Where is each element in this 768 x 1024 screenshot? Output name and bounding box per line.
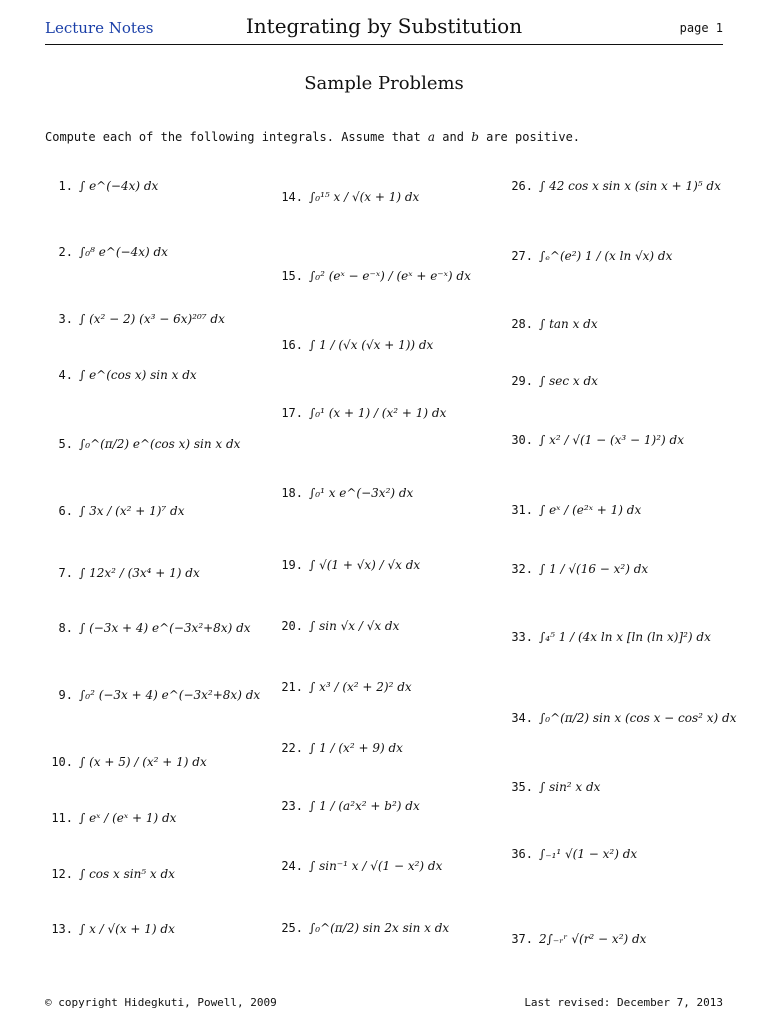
- problem-expression: ∫₀¹ x e^(−3x²) dx: [309, 486, 414, 500]
- section-title: Sample Problems: [304, 73, 464, 94]
- problem-expression: ∫ 12x² / (3x⁴ + 1) dx: [79, 566, 200, 580]
- revision-footer: Last revised: December 7, 2013: [524, 996, 723, 1009]
- problem-expression: ∫₄⁵ 1 / (4x ln x [ln (ln x)]²) dx: [539, 630, 711, 644]
- problem-expression: 2∫₋ᵣʳ √(r² − x²) dx: [539, 932, 647, 946]
- problem-expression: ∫₀^(π/2) sin 2x sin x dx: [309, 921, 450, 935]
- problem-expression: ∫ 1 / (√x (√x + 1)) dx: [309, 338, 434, 352]
- problem-expression: ∫ 1 / (a²x² + b²) dx: [309, 799, 420, 813]
- instructions-text-2: and: [435, 130, 472, 144]
- problem-number: 27.: [511, 249, 533, 263]
- problem-number: 21.: [281, 680, 303, 694]
- problem-number: 8.: [58, 621, 73, 635]
- problem-expression: ∫ 42 cos x sin x (sin x + 1)⁵ dx: [539, 179, 721, 193]
- problem-expression: ∫ sec x dx: [539, 374, 598, 388]
- problem-expression: ∫ x³ / (x² + 2)² dx: [309, 680, 412, 694]
- instructions-text-1: Compute each of the following integrals. Assume that: [45, 130, 428, 144]
- problem-number: 9.: [58, 688, 73, 702]
- problem-expression: ∫ 1 / √(16 − x²) dx: [539, 562, 649, 576]
- problem-expression: ∫ e^(cos x) sin x dx: [79, 368, 197, 382]
- problem-number: 33.: [511, 630, 533, 644]
- course-label: Lecture Notes: [45, 19, 154, 37]
- problem-number: 16.: [281, 338, 303, 352]
- problem-number: 7.: [58, 566, 73, 580]
- problem-number: 36.: [511, 847, 533, 861]
- problem-number: 3.: [58, 312, 73, 326]
- problem-number: 37.: [511, 932, 533, 946]
- problem-number: 2.: [58, 245, 73, 259]
- problem-number: 34.: [511, 711, 533, 725]
- problem-expression: ∫ (x² − 2) (x³ − 6x)²⁰⁷ dx: [79, 312, 225, 326]
- page-header: [45, 14, 723, 44]
- problem-number: 29.: [511, 374, 533, 388]
- problem-number: 20.: [281, 619, 303, 633]
- problem-number: 24.: [281, 859, 303, 873]
- problem-expression: ∫ (x + 5) / (x² + 1) dx: [79, 755, 207, 769]
- problem-expression: ∫ 3x / (x² + 1)⁷ dx: [79, 504, 185, 518]
- problem-number: 28.: [511, 317, 533, 331]
- problem-number: 22.: [281, 741, 303, 755]
- problem-expression: ∫ₑ^(e²) 1 / (x ln √x) dx: [539, 249, 673, 263]
- page-number: page 1: [679, 21, 723, 35]
- document-title: Integrating by Substitution: [245, 14, 523, 38]
- problem-number: 15.: [281, 269, 303, 283]
- problem-expression: ∫ 1 / (x² + 9) dx: [309, 741, 403, 755]
- problem-number: 10.: [51, 755, 73, 769]
- problem-expression: ∫₀¹ (x + 1) / (x² + 1) dx: [309, 406, 447, 420]
- problem-expression: ∫₀² (eˣ − e⁻ˣ) / (eˣ + e⁻ˣ) dx: [309, 269, 471, 283]
- problem-number: 12.: [51, 867, 73, 881]
- problem-expression: ∫ sin² x dx: [539, 780, 601, 794]
- problem-number: 23.: [281, 799, 303, 813]
- problem-expression: ∫₀^(π/2) e^(cos x) sin x dx: [79, 437, 241, 451]
- problem-expression: ∫₀¹⁵ x / √(x + 1) dx: [309, 190, 420, 204]
- problem-number: 18.: [281, 486, 303, 500]
- problem-number: 5.: [58, 437, 73, 451]
- problem-number: 25.: [281, 921, 303, 935]
- problem-expression: ∫₀² (−3x + 4) e^(−3x²+8x) dx: [79, 688, 261, 702]
- instructions-var-a: a: [427, 130, 436, 144]
- problem-number: 11.: [51, 811, 73, 825]
- problem-number: 6.: [58, 504, 73, 518]
- problem-expression: ∫ x² / √(1 − (x³ − 1)²) dx: [539, 433, 684, 447]
- problem-number: 13.: [51, 922, 73, 936]
- problem-expression: ∫ x / √(x + 1) dx: [79, 922, 175, 936]
- copyright-footer: © copyright Hidegkuti, Powell, 2009: [45, 996, 277, 1009]
- problem-expression: ∫ (−3x + 4) e^(−3x²+8x) dx: [79, 621, 251, 635]
- problem-number: 26.: [511, 179, 533, 193]
- problem-number: 35.: [511, 780, 533, 794]
- problem-expression: ∫ sin √x / √x dx: [309, 619, 400, 633]
- problem-expression: ∫ eˣ / (eˣ + 1) dx: [79, 811, 177, 825]
- problem-number: 17.: [281, 406, 303, 420]
- problem-number: 4.: [58, 368, 73, 382]
- problem-expression: ∫₀^(π/2) sin x (cos x − cos² x) dx: [539, 711, 737, 725]
- problem-expression: ∫ √(1 + √x) / √x dx: [309, 558, 421, 572]
- problem-number: 14.: [281, 190, 303, 204]
- instructions-var-b: b: [471, 130, 479, 144]
- problem-expression: ∫ cos x sin⁵ x dx: [79, 867, 175, 881]
- instructions-text-3: are positive.: [478, 130, 581, 144]
- problem-number: 19.: [281, 558, 303, 572]
- problem-number: 32.: [511, 562, 533, 576]
- problem-expression: ∫ e^(−4x) dx: [79, 179, 159, 193]
- problem-expression: ∫₋₁¹ √(1 − x²) dx: [539, 847, 638, 861]
- problem-number: 31.: [511, 503, 533, 517]
- header-rule: [45, 44, 723, 45]
- instructions: [45, 130, 580, 144]
- problem-number: 30.: [511, 433, 533, 447]
- problem-number: 1.: [58, 179, 73, 193]
- problem-expression: ∫ sin⁻¹ x / √(1 − x²) dx: [309, 859, 443, 873]
- problem-expression: ∫ tan x dx: [539, 317, 598, 331]
- problem-expression: ∫ eˣ / (e²ˣ + 1) dx: [539, 503, 642, 517]
- problem-expression: ∫₀⁸ e^(−4x) dx: [79, 245, 168, 259]
